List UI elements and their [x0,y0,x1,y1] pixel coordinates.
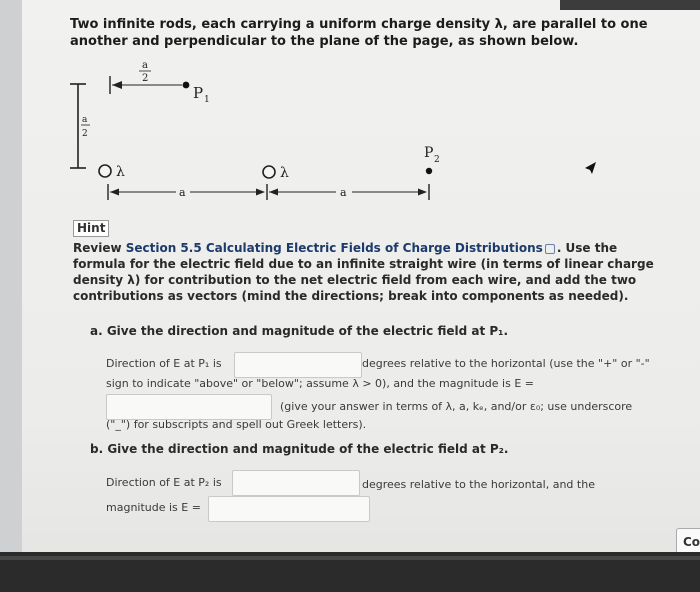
label-lambda-1: λ [116,164,125,180]
external-link-icon[interactable] [545,244,555,254]
bottom-dim-arrow-2-left [269,189,278,196]
label-p1-sub: 1 [204,95,210,105]
bottom-dim-arrow-1-left [110,189,119,196]
part-a-direction-suffix: degrees relative to the horizontal (use the "+" or "-" [362,357,650,370]
part-b-direction-suffix: degrees relative to the horizontal, and the [362,478,595,491]
label-p1: P [193,84,204,102]
hint-section-link[interactable]: Section 5.5 Calculating Electric Fields of Charge Distributions [125,241,543,255]
label-a-half-top-num: a [142,60,148,71]
label-a-1: a [179,186,186,199]
part-b-magnitude-label: magnitude is E = [106,501,201,514]
part-a-line3-suffix: (give your answer in terms of λ, a, kₑ, and/or ε₀; use underscore [280,400,633,413]
label-p2-sub: 2 [434,155,440,165]
charge-diagram [0,0,700,215]
label-a-half-top-den: 2 [142,73,149,84]
point-p2 [426,168,432,174]
label-lambda-2: λ [280,165,289,181]
label-a-2: a [340,186,347,199]
part-b-magnitude-input[interactable] [208,496,370,522]
part-b-direction-input[interactable] [232,470,360,496]
part-a-question: a. Give the direction and magnitude of the electric field at P₁. [90,324,508,338]
hint-body: . Use the formula for the electric field due to an infinite straight wire (in terms of linear charge density λ) for contribution to the net electric field from each wire, and add the two contributions as vectors (mind the directions; break into components as needed). [73,241,654,303]
part-a-direction-input[interactable] [234,352,362,378]
rod-1 [99,165,111,177]
hint-prefix: Review [73,241,126,255]
top-dimension-arrowhead [112,81,122,89]
part-b-question: b. Give the direction and magnitude of the electric field at P₂. [90,442,509,456]
problem-statement: Two infinite rods, each carrying a uniform charge density λ, are parallel to one another and perpendicular to the plane of the page, as shown below. [70,17,648,49]
part-b-direction-label: Direction of E at P₂ is [106,476,222,489]
rod-2 [263,166,275,178]
part-a-direction-label: Direction of E at P₁ is [106,357,222,370]
continue-button[interactable]: Co [676,528,700,554]
mouse-cursor-icon [585,162,596,174]
label-a-half-left-den: 2 [82,129,88,139]
label-p2: P [424,145,434,161]
part-a-magnitude-input[interactable] [106,394,272,420]
hint-label[interactable]: Hint [73,220,109,237]
bottom-bar-highlight [0,556,700,560]
part-a-line4: ("_") for subscripts and spell out Greek letters). [106,418,367,431]
bottom-dim-arrow-2-right [418,189,427,196]
part-a-line2: sign to indicate "above" or "below"; assume λ > 0), and the magnitude is E = [106,377,535,390]
hint-text [73,240,673,304]
point-p1 [183,82,190,89]
bottom-dim-arrow-1-right [256,189,265,196]
label-a-half-left-num: a [82,115,88,125]
